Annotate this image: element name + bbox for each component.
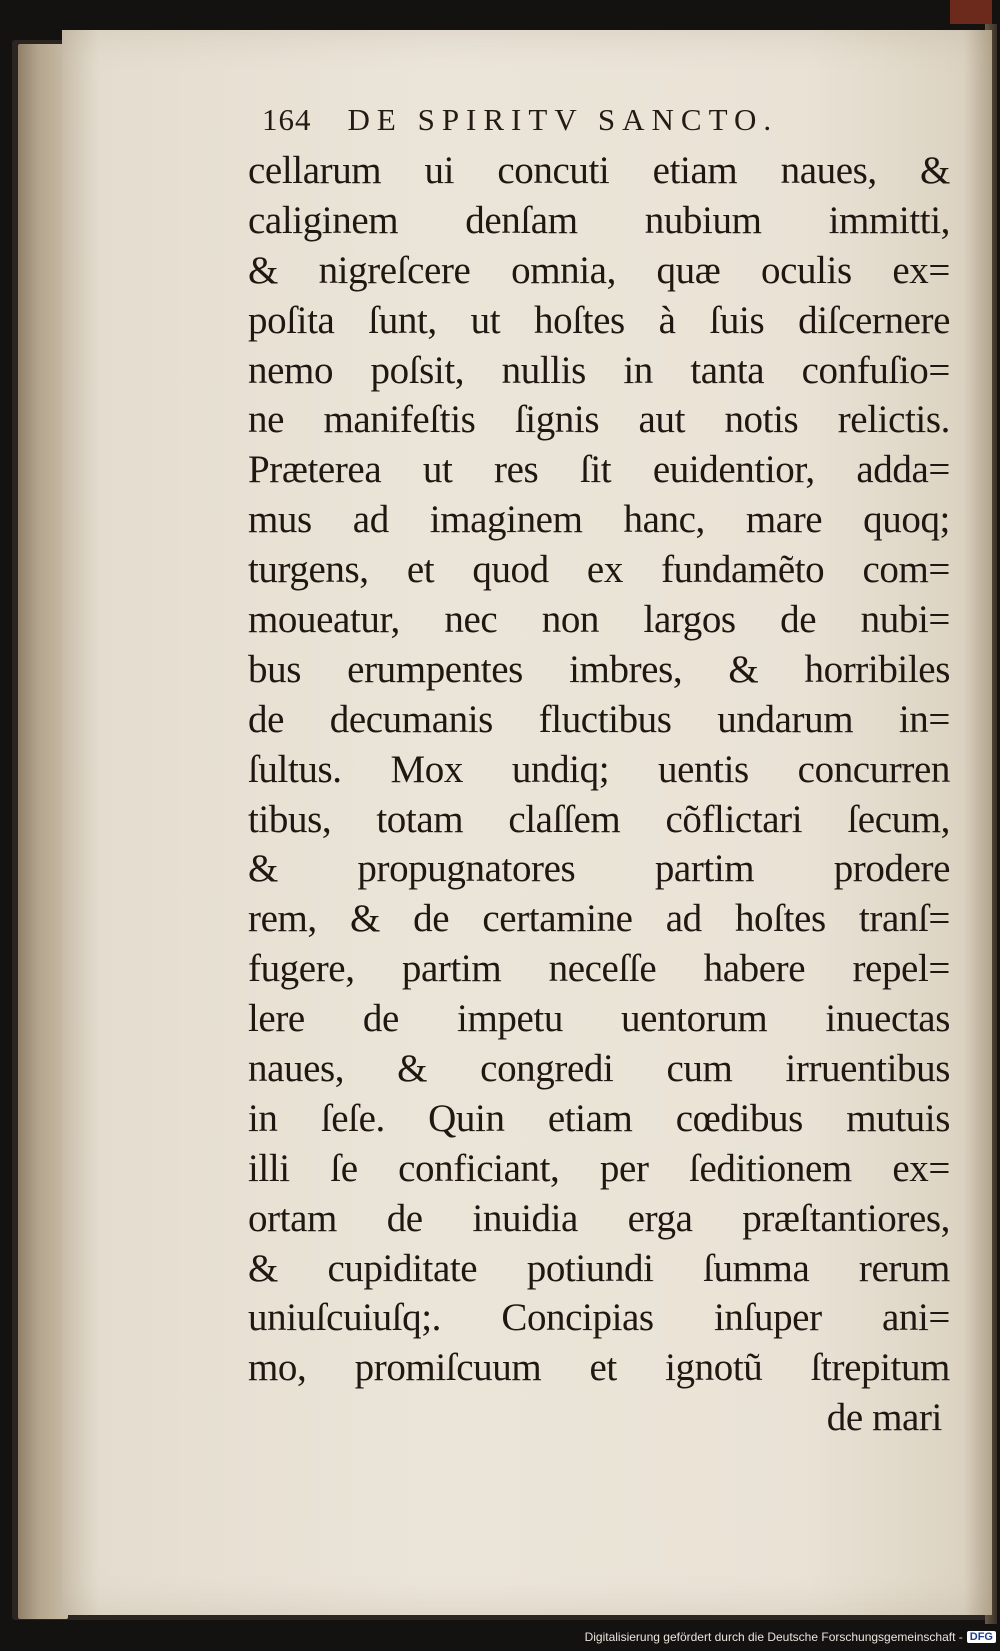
text-line: & nigreſcere omnia, quæ oculis ex= — [248, 248, 950, 292]
corner-tab — [950, 0, 992, 24]
text-line: cellarum ui concuti etiam naues, & — [248, 149, 950, 192]
credit-text: Digitalisierung gefördert durch die Deutsche Forschungsgemeinschaft - — [584, 1630, 963, 1644]
text-line: mo, promiſcuum et ignotũ ſtrepitum — [248, 1346, 950, 1390]
text-line: de decumanis fluctibus undarum in= — [248, 697, 950, 741]
text-line: tibus, totam claſſem cõflictari ſecum, — [248, 797, 950, 841]
text-line: fugere, partim neceſſe habere repel= — [248, 947, 950, 991]
text-line: nemo poſsit, nullis in tanta confuſio= — [248, 348, 950, 392]
text-line: lere de impetu uentorum inuectas — [248, 997, 950, 1041]
text-line: & cupiditate potiundi ſumma rerum — [248, 1246, 950, 1290]
text-line: poſita ſunt, ut hoſtes à ſuis diſcernere — [248, 298, 950, 342]
text-line: mus ad imaginem hanc, mare quoq; — [248, 498, 950, 542]
digitization-credit — [560, 1628, 996, 1646]
text-block — [248, 146, 950, 1443]
text-line: in ſeſe. Quin etiam cœdibus mutuis — [248, 1096, 950, 1140]
text-line: uniuſcuiuſq;. Concipias inſuper ani= — [248, 1296, 950, 1340]
dfg-logo: DFG — [967, 1631, 996, 1643]
text-line: rem, & de certamine ad hoſtes tranſ= — [248, 897, 950, 941]
text-line: ne manifeſtis ſignis aut notis relictis. — [248, 398, 950, 442]
text-line: bus erumpentes imbres, & horribiles — [248, 647, 950, 691]
running-title: DE SPIRITV SANCTO. — [347, 102, 779, 137]
page-edge-left — [18, 44, 68, 1619]
text-line: moueatur, nec non largos de nubi= — [248, 598, 950, 642]
running-head — [262, 102, 902, 146]
text-line: turgens, et quod ex fundamẽto com= — [248, 548, 950, 592]
text-line: caliginem denſam nubium immitti, — [248, 198, 950, 242]
text-line: illi ſe conficiant, per ſeditionem ex= — [248, 1146, 950, 1190]
catchword: de mari — [826, 1396, 942, 1440]
text-line: ſultus. Mox undiq; uentis concurren — [248, 747, 950, 791]
text-line: ortam de inuidia erga præſtantiores, — [248, 1196, 950, 1240]
text-line: naues, & congredi cum irruentibus — [248, 1047, 950, 1091]
text-line: & propugnatores partim prodere — [248, 847, 950, 891]
page-number: 164 — [262, 102, 312, 137]
text-line: Præterea ut res ſit euidentior, adda= — [248, 448, 950, 492]
